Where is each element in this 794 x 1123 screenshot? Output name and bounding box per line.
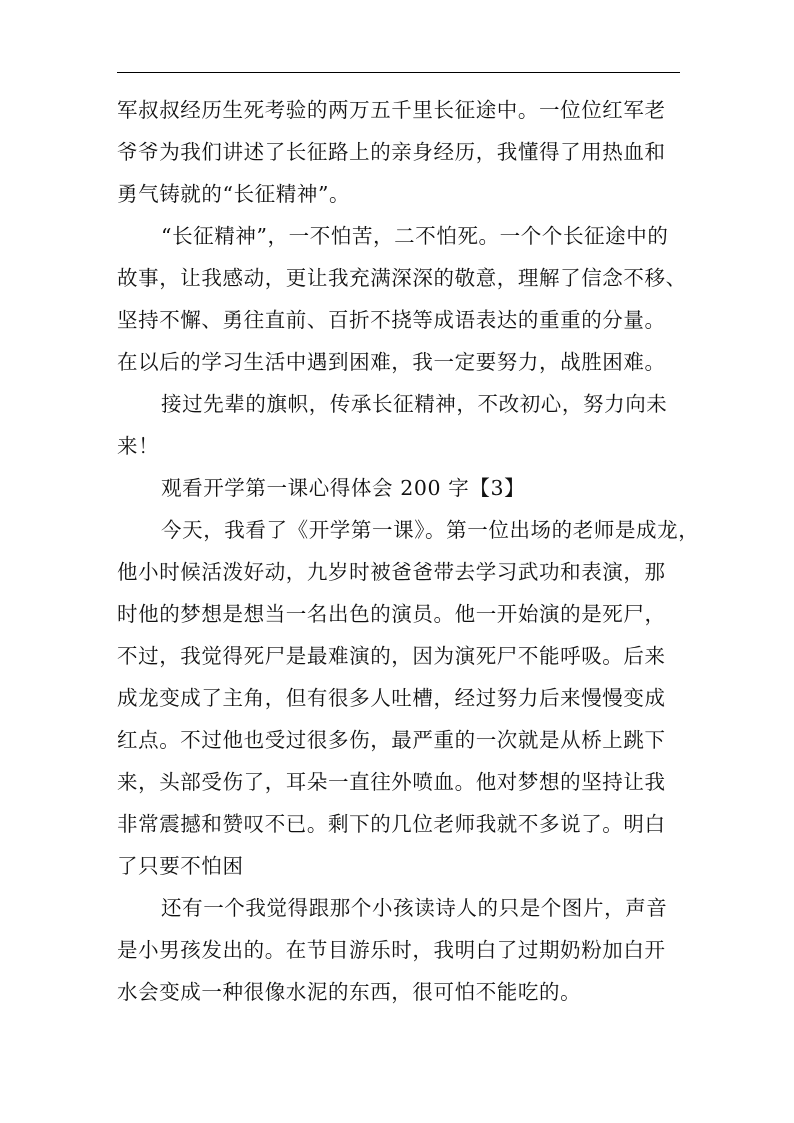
text-line: 红点。不过他也受过很多伤，最严重的一次就是从桥上跳下 bbox=[117, 728, 666, 752]
text-line: 爷爷为我们讲述了长征路上的亲身经历，我懂得了用热血和 bbox=[117, 140, 666, 164]
text-line: 时他的梦想是想当一名出色的演员。他一开始演的是死尸， bbox=[117, 602, 666, 626]
text-line: 不过，我觉得死尸是最难演的，因为演死尸不能呼吸。后来 bbox=[117, 644, 666, 668]
paragraph-first-line: 还有一个我觉得跟那个小孩读诗人的只是个图片，声音 bbox=[161, 896, 668, 920]
text-line: 在以后的学习生活中遇到困难，我一定要努力，战胜困难。 bbox=[117, 350, 666, 374]
text-line: 来，头部受伤了，耳朵一直往外喷血。他对梦想的坚持让我 bbox=[117, 770, 666, 794]
text-line: 故事，让我感动，更让我充满深深的敬意，理解了信念不移、 bbox=[117, 266, 687, 290]
text-line: 来！ bbox=[117, 434, 160, 458]
text-line: 坚持不懈、勇往直前、百折不挠等成语表达的重重的分量。 bbox=[117, 308, 666, 332]
text-line: 成龙变成了主角，但有很多人吐槽，经过努力后来慢慢变成 bbox=[117, 686, 666, 710]
text-line: 水会变成一种很像水泥的东西，很可怕不能吃的。 bbox=[117, 980, 582, 1004]
section-heading: 观看开学第一课心得体会 200 字【3】 bbox=[161, 476, 526, 500]
paragraph-first-line: 今天，我看了《开学第一课》。第一位出场的老师是成龙， bbox=[161, 518, 700, 542]
paragraph-first-line: “长征精神”，一不怕苦，二不怕死。一个个长征途中的 bbox=[161, 224, 669, 248]
text-line: 了只要不怕困 bbox=[117, 854, 244, 878]
header-rule bbox=[117, 72, 680, 73]
text-line: 勇气铸就的“长征精神”。 bbox=[117, 182, 351, 206]
paragraph-first-line: 接过先辈的旗帜，传承长征精神，不改初心，努力向未 bbox=[161, 392, 668, 416]
text-line: 是小男孩发出的。在节目游乐时，我明白了过期奶粉加白开 bbox=[117, 938, 666, 962]
text-line: 非常震撼和赞叹不已。剩下的几位老师我就不多说了。明白 bbox=[117, 812, 666, 836]
text-line: 他小时候活泼好动，九岁时被爸爸带去学习武功和表演，那 bbox=[117, 560, 666, 584]
text-line: 军叔叔经历生死考验的两万五千里长征途中。一位位红军老 bbox=[117, 98, 666, 122]
